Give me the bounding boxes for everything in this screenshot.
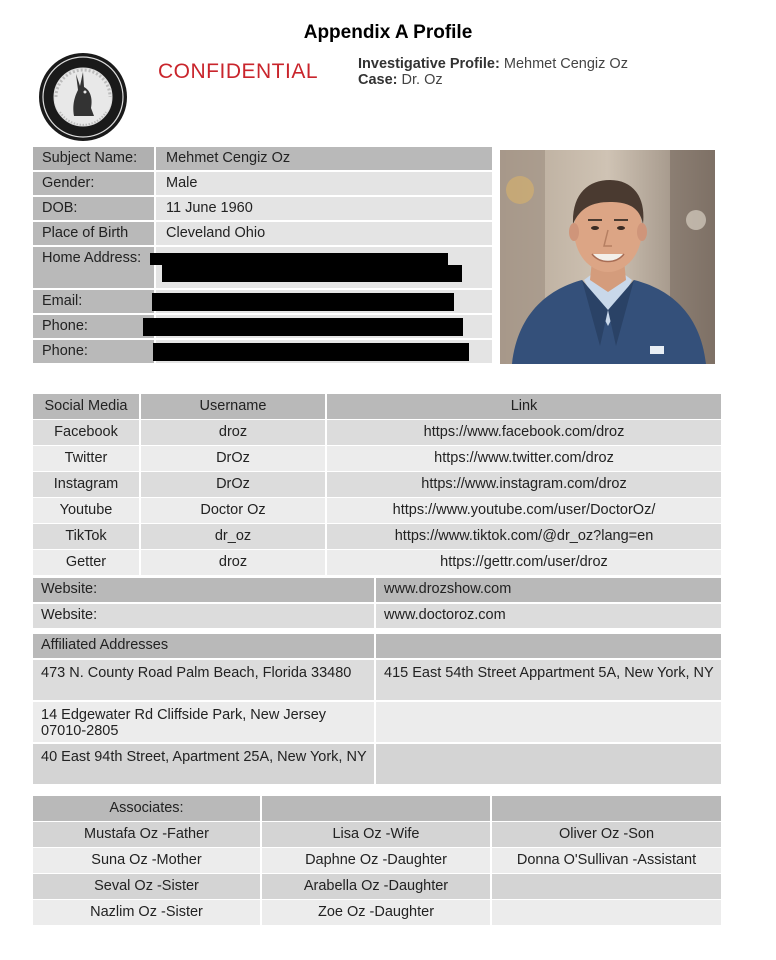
profile-row <box>33 290 492 315</box>
website-value[interactable]: www.doctoroz.com <box>376 604 721 628</box>
address-cell: 40 East 94th Street, Apartment 25A, New York, NY <box>33 744 376 784</box>
associate-cell: Arabella Oz -Daughter <box>262 874 492 900</box>
redaction-bar <box>153 343 469 361</box>
link-cell[interactable]: https://gettr.com/user/droz <box>327 550 721 576</box>
address-row <box>33 660 721 702</box>
table-row <box>33 550 721 576</box>
username-cell: droz <box>141 550 327 576</box>
profile-label: Phone: <box>33 315 156 338</box>
table-row <box>33 874 721 900</box>
website-label: Website: <box>33 578 376 602</box>
table-row <box>33 420 721 446</box>
column-header: Link <box>327 394 721 420</box>
profile-label: DOB: <box>33 197 156 220</box>
profile-value-redacted <box>156 247 492 288</box>
case-label: Case: <box>358 72 398 88</box>
profile-label: Phone: <box>33 340 156 363</box>
platform-cell: TikTok <box>33 524 141 550</box>
table-header-row <box>33 394 721 420</box>
profile-table <box>33 147 492 365</box>
case-value: Dr. Oz <box>401 72 443 88</box>
associate-cell: Oliver Oz -Son <box>492 822 721 848</box>
profile-label: Place of Birth <box>33 222 156 245</box>
username-cell: droz <box>141 420 327 446</box>
addresses-header-row <box>33 634 721 660</box>
social-media-table <box>33 394 721 576</box>
website-label: Website: <box>33 604 376 628</box>
table-row <box>33 848 721 874</box>
profile-label: Gender: <box>33 172 156 195</box>
address-row <box>33 744 721 786</box>
profile-row <box>33 197 492 222</box>
profile-row <box>33 315 492 340</box>
investigative-profile-label: Investigative Profile: <box>358 56 500 72</box>
profile-row <box>33 247 492 290</box>
associate-cell: Donna O'Sullivan -Assistant <box>492 848 721 874</box>
profile-value: Mehmet Cengiz Oz <box>156 147 492 170</box>
redaction-bar <box>162 265 462 282</box>
investigative-profile-value: Mehmet Cengiz Oz <box>503 56 628 72</box>
table-row <box>33 524 721 550</box>
associates-header-blank <box>262 796 492 822</box>
table-row <box>33 900 721 926</box>
table-header-row <box>33 796 721 822</box>
platform-cell: Getter <box>33 550 141 576</box>
address-cell: 14 Edgewater Rd Cliffside Park, New Jersey 07010-2805 <box>33 702 376 742</box>
profile-value: Male <box>156 172 492 195</box>
associate-cell: Zoe Oz -Daughter <box>262 900 492 926</box>
case-info <box>358 56 628 88</box>
associate-cell <box>492 874 721 900</box>
associate-cell: Suna Oz -Mother <box>33 848 262 874</box>
website-row <box>33 578 721 604</box>
address-row <box>33 702 721 744</box>
link-cell[interactable]: https://www.facebook.com/droz <box>327 420 721 446</box>
associates-header-blank <box>492 796 721 822</box>
username-cell: DrOz <box>141 472 327 498</box>
associate-cell: Daphne Oz -Daughter <box>262 848 492 874</box>
link-cell[interactable]: https://www.instagram.com/droz <box>327 472 721 498</box>
associates-header: Associates: <box>33 796 262 822</box>
profile-value-redacted <box>156 340 492 363</box>
profile-value-redacted <box>156 315 492 338</box>
platform-cell: Instagram <box>33 472 141 498</box>
associate-cell: Mustafa Oz -Father <box>33 822 262 848</box>
platform-cell: Facebook <box>33 420 141 446</box>
associates-table <box>33 796 721 926</box>
redaction-bar <box>150 253 448 265</box>
profile-row <box>33 340 492 365</box>
page-title: Appendix A Profile <box>303 22 473 43</box>
profile-row <box>33 172 492 197</box>
associate-cell: Seval Oz -Sister <box>33 874 262 900</box>
table-row <box>33 498 721 524</box>
profile-row <box>33 147 492 172</box>
column-header: Username <box>141 394 327 420</box>
associate-cell: Nazlim Oz -Sister <box>33 900 262 926</box>
addresses-header: Affiliated Addresses <box>33 634 376 658</box>
profile-value: Cleveland Ohio <box>156 222 492 245</box>
address-cell <box>376 744 721 784</box>
profile-value: 11 June 1960 <box>156 197 492 220</box>
link-cell[interactable]: https://www.youtube.com/user/DoctorOz/ <box>327 498 721 524</box>
username-cell: Doctor Oz <box>141 498 327 524</box>
redaction-bar <box>143 318 463 336</box>
column-header: Social Media <box>33 394 141 420</box>
websites-addresses-table <box>33 578 721 786</box>
platform-cell: Twitter <box>33 446 141 472</box>
platform-cell: Youtube <box>33 498 141 524</box>
profile-label: Subject Name: <box>33 147 156 170</box>
table-row <box>33 822 721 848</box>
profile-label: Email: <box>33 290 156 313</box>
address-cell: 473 N. County Road Palm Beach, Florida 33480 <box>33 660 376 700</box>
link-cell[interactable]: https://www.twitter.com/droz <box>327 446 721 472</box>
tactical-rabbit-seal-icon <box>38 52 128 142</box>
table-row <box>33 446 721 472</box>
profile-row <box>33 222 492 247</box>
profile-value-redacted <box>156 290 492 313</box>
redaction-bar <box>152 293 454 311</box>
associate-cell: Lisa Oz -Wife <box>262 822 492 848</box>
link-cell[interactable]: https://www.tiktok.com/@dr_oz?lang=en <box>327 524 721 550</box>
table-row <box>33 472 721 498</box>
username-cell: DrOz <box>141 446 327 472</box>
address-cell: 415 East 54th Street Appartment 5A, New York, NY <box>376 660 721 700</box>
associate-cell <box>492 900 721 926</box>
address-cell <box>376 702 721 742</box>
website-row <box>33 604 721 630</box>
addresses-header-blank <box>376 634 721 658</box>
subject-portrait-photo <box>500 150 715 364</box>
confidential-stamp: CONFIDENTIAL <box>158 60 319 83</box>
username-cell: dr_oz <box>141 524 327 550</box>
website-value[interactable]: www.drozshow.com <box>376 578 721 602</box>
profile-label: Home Address: <box>33 247 156 288</box>
